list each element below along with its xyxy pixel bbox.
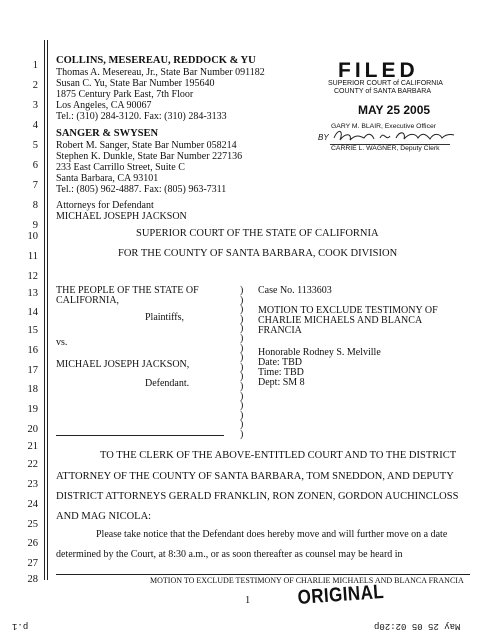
- case-number: Case No. 1133603: [258, 285, 332, 296]
- body-line: AND MAG NICOLA:: [56, 511, 152, 522]
- line-number: 20: [27, 424, 38, 435]
- margin-rule-left: [44, 40, 45, 580]
- motion-title: CHARLIE MICHAELS AND BLANCA: [258, 315, 423, 326]
- hearing-time: Time: TBD: [258, 367, 304, 378]
- firm-name-2: SANGER & SWYSEN: [56, 128, 159, 139]
- line-number: 18: [27, 384, 38, 395]
- filed-stamp-officer: GARY M. BLAIR, Executive Officer: [331, 123, 437, 130]
- filed-stamp-date: MAY 25 2005: [358, 103, 431, 117]
- filed-stamp-by: BY: [318, 133, 329, 142]
- hearing-date: Date: TBD: [258, 357, 302, 368]
- line-number: 26: [27, 538, 38, 549]
- attorney-line: Thomas A. Mesereau, Jr., State Bar Number 091182: [56, 67, 265, 78]
- line-number: 10: [27, 231, 38, 242]
- line-number: 19: [27, 404, 38, 415]
- caption-bracket: ): [240, 333, 244, 344]
- address-line: 1875 Century Park East, 7th Floor: [56, 89, 194, 100]
- caption-underline: [56, 435, 224, 436]
- line-number: 12: [27, 271, 38, 282]
- court-name: SUPERIOR COURT OF THE STATE OF CALIFORNIA: [136, 228, 379, 239]
- hearing-dept: Dept: SM 8: [258, 377, 305, 388]
- filed-stamp-deputy: CARRIE L. WAGNER, Deputy Clerk: [331, 145, 440, 152]
- address-line: Los Angeles, CA 90067: [56, 100, 152, 111]
- plaintiff-name: THE PEOPLE OF THE STATE OF: [56, 285, 199, 296]
- caption-bracket: ): [240, 342, 244, 354]
- body-line: determined by the Court, at 8:30 a.m., or as soon thereafter as counsel may be heard in: [56, 549, 403, 560]
- line-number: 13: [27, 288, 38, 299]
- versus-label: vs.: [56, 337, 68, 348]
- line-number: 24: [27, 499, 38, 510]
- attorneys-for-label: Attorneys for Defendant: [56, 200, 154, 211]
- plaintiff-role: Plaintiffs,: [145, 312, 184, 323]
- page-number: 1: [245, 595, 251, 606]
- fax-header-left: p.1: [12, 621, 29, 631]
- caption-bracket: ): [240, 390, 244, 402]
- firm-name-1: COLLINS, MESEREAU, REDDOCK & YU: [56, 55, 256, 66]
- line-number: 7: [32, 180, 38, 191]
- phone-line: Tel.: (310) 284-3120. Fax: (310) 284-3133: [56, 111, 227, 122]
- clerk-signature: [330, 123, 460, 146]
- caption-bracket: ): [240, 429, 244, 440]
- caption-bracket: ): [240, 304, 244, 316]
- line-number: 25: [27, 519, 38, 530]
- line-number: 23: [27, 479, 38, 490]
- caption-bracket: ): [240, 400, 244, 412]
- footer-rule: [56, 574, 470, 575]
- line-number: 17: [27, 365, 38, 376]
- caption-bracket: ): [240, 323, 244, 335]
- body-line: TO THE CLERK OF THE ABOVE-ENTITLED COURT AND TO THE DISTRICT: [100, 450, 457, 461]
- line-number: 21: [27, 441, 38, 452]
- original-stamp: ORIGINAL: [296, 580, 385, 609]
- caption-bracket: ): [240, 361, 244, 373]
- attorneys-for-name: MICHAEL JOSEPH JACKSON: [56, 211, 187, 222]
- address-line: Santa Barbara, CA 93101: [56, 173, 159, 184]
- footer-title: MOTION TO EXCLUDE TESTIMONY OF CHARLIE MICHAELS AND BLANCA FRANCIA: [150, 576, 464, 585]
- defendant-role: Defendant.: [145, 378, 190, 389]
- body-line: ATTORNEY OF THE COUNTY OF SANTA BARBARA, TOM SNEDDON, AND DEPUTY: [56, 471, 454, 482]
- line-number: 28: [27, 574, 38, 585]
- filed-stamp-court: SUPERIOR COURT of CALIFORNIA: [328, 80, 443, 87]
- line-number: 6: [32, 160, 38, 171]
- line-number: 1: [32, 60, 38, 71]
- attorney-line: Susan C. Yu, State Bar Number 195640: [56, 78, 215, 89]
- filed-stamp-title: FILED: [338, 59, 419, 82]
- line-number: 2: [32, 80, 38, 91]
- caption-bracket: ): [240, 352, 244, 364]
- line-number: 27: [27, 558, 38, 569]
- court-division: FOR THE COUNTY OF SANTA BARBARA, COOK DIVISION: [118, 248, 398, 259]
- line-number: 8: [32, 200, 38, 211]
- plaintiff-name: CALIFORNIA,: [56, 295, 120, 306]
- caption-bracket: ): [240, 313, 244, 325]
- line-number: 14: [27, 307, 38, 318]
- line-number: 11: [27, 251, 38, 262]
- caption-bracket: ): [240, 294, 244, 306]
- motion-title: FRANCIA: [258, 325, 302, 336]
- phone-line: Tel.: (805) 962-4887. Fax: (805) 963-7311: [56, 184, 227, 195]
- line-number: 15: [27, 325, 38, 336]
- caption-bracket: ): [240, 285, 244, 296]
- line-number: 16: [27, 345, 38, 356]
- defendant-name: MICHAEL JOSEPH JACKSON,: [56, 359, 190, 370]
- line-number: 4: [32, 120, 38, 131]
- filed-stamp-county: COUNTY of SANTA BARBARA: [334, 88, 431, 95]
- caption-bracket: ): [240, 371, 244, 383]
- attorney-line: Robert M. Sanger, State Bar Number 058214: [56, 140, 237, 151]
- caption-bracket: ): [240, 419, 244, 431]
- body-line: DISTRICT ATTORNEYS GERALD FRANKLIN, RON ZONEN, GORDON AUCHINCLOSS: [56, 491, 459, 502]
- motion-title: MOTION TO EXCLUDE TESTIMONY OF: [258, 305, 438, 316]
- line-number: 5: [32, 140, 38, 151]
- caption-bracket: ): [240, 381, 244, 392]
- line-number: 22: [27, 459, 38, 470]
- line-number: 9: [32, 220, 38, 231]
- address-line: 233 East Carrillo Street, Suite C: [56, 162, 185, 173]
- line-number: 3: [32, 100, 38, 111]
- margin-rule-right: [47, 40, 48, 580]
- judge-name: Honorable Rodney S. Melville: [258, 347, 381, 358]
- fax-header-right: May 25 05 02:20p: [374, 621, 461, 631]
- caption-bracket: ): [240, 409, 244, 421]
- attorney-line: Stephen K. Dunkle, State Bar Number 227136: [56, 151, 243, 162]
- body-line: Please take notice that the Defendant does hereby move and will further move on a date: [96, 529, 448, 540]
